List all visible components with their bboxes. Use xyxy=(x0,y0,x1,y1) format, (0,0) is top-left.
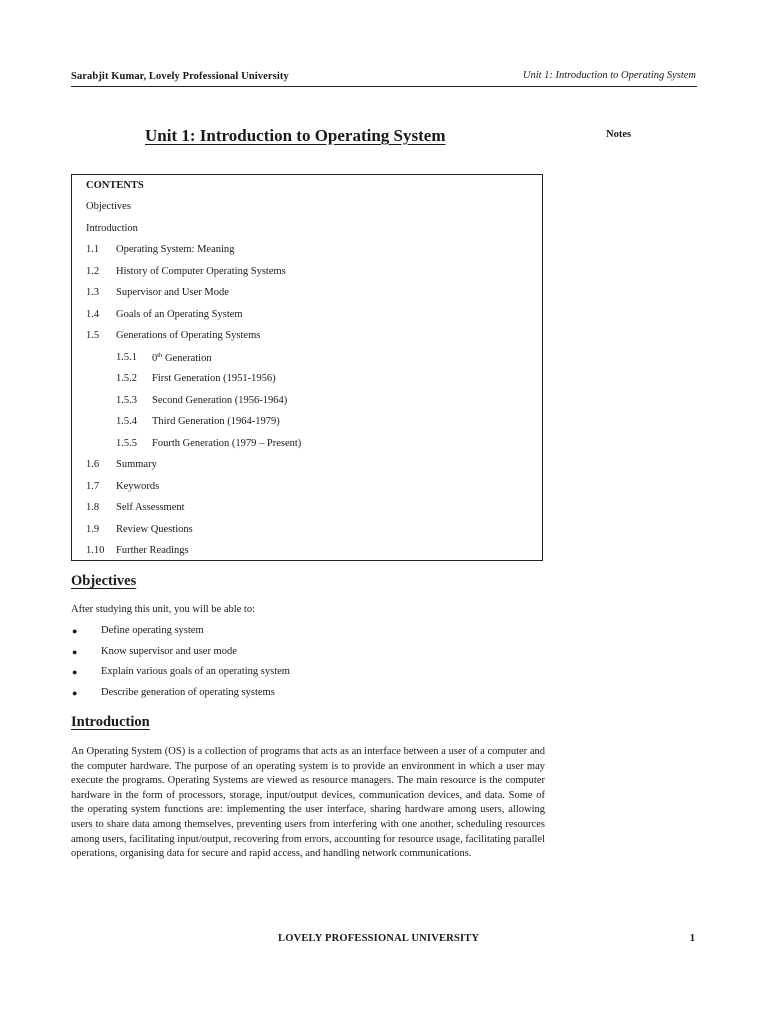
bullet-icon: ● xyxy=(72,646,78,657)
contents-item-number: 1.10 xyxy=(86,545,105,556)
contents-item-label xyxy=(152,352,212,364)
page-title: Unit 1: Introduction to Operating System xyxy=(145,126,446,145)
objectives-heading: Objectives xyxy=(71,573,137,589)
bullet-icon: ● xyxy=(72,687,78,698)
header-rule xyxy=(71,86,697,87)
contents-item-number: 1.5.4 xyxy=(116,416,137,427)
contents-item-number: 1.4 xyxy=(86,308,100,320)
contents-item-number: 1.3 xyxy=(86,287,100,298)
contents-item-number: 1.5 xyxy=(86,330,100,341)
contents-item-text: Supervisor and User Mode xyxy=(116,287,229,298)
contents-item-text: Fourth Generation (1979 – Present) xyxy=(152,437,302,449)
contents-item-text: Goals of an Operating System xyxy=(116,308,243,320)
objective-item: Know supervisor and user mode xyxy=(101,645,237,657)
contents-item-number: 1.5.1 xyxy=(116,351,137,363)
objectives-intro: After studying this unit, you will be able to: xyxy=(71,604,256,615)
contents-item-number: 1.5.3 xyxy=(116,394,137,406)
contents-item-text: Review Questions xyxy=(116,523,193,535)
contents-item-number: 1.1 xyxy=(86,244,100,255)
contents-item-text: Objectives xyxy=(86,201,131,212)
contents-item-ordinal: 0 xyxy=(152,352,158,364)
contents-item-text: Third Generation (1964-1979) xyxy=(152,416,280,427)
introduction-paragraph: An Operating System (OS) is a collection of programs that acts as an interface between a user of a computer and the computer hardware. The purpose of an operating system is to provide an environment in which a user may execute the programs. Operating Systems are viewed as resource managers. The main resource is the computer hardware in the form of processors, storage, input/output devices, communication devices, and data. Some of the operating system functions are: implementing the user interface, sharing hardware among users, allowing users to share data among themselves, preventing users from interfering with one another, scheduling resources among users, facilitating input/output, recovering from errors, accounting for resource usage, facilitating parallel operations, organising data for secure and rapid access, and handling network communications. xyxy=(71,746,545,860)
contents-item-text: Further Readings xyxy=(116,545,189,556)
margin-notes-label: Notes xyxy=(606,129,632,140)
footer-publisher: LOVELY PROFESSIONAL UNIVERSITY xyxy=(278,933,480,944)
contents-item-text: Operating System: Meaning xyxy=(116,244,235,255)
contents-item-text: Generation xyxy=(162,352,212,364)
contents-item-number: 1.9 xyxy=(86,523,100,535)
page-number: 1 xyxy=(689,933,695,944)
objective-item: Explain various goals of an operating system xyxy=(101,666,290,677)
contents-item-ordinal-suffix: th xyxy=(157,351,163,359)
contents-item-number: 1.5.5 xyxy=(116,437,137,449)
contents-item-text: Generations of Operating Systems xyxy=(116,330,261,341)
header-running-title: Unit 1: Introduction to Operating System xyxy=(522,70,696,81)
contents-item-text: First Generation (1951-1956) xyxy=(152,373,276,384)
header-author: Sarabjit Kumar, Lovely Professional University xyxy=(71,71,289,82)
contents-item-number: 1.2 xyxy=(86,265,100,277)
bullet-icon: ● xyxy=(72,667,78,677)
objective-item: Describe generation of operating systems xyxy=(101,686,275,698)
contents-item-text: History of Computer Operating Systems xyxy=(116,265,286,277)
contents-item-number: 1.8 xyxy=(86,502,100,513)
contents-item-number: 1.5.2 xyxy=(116,373,137,384)
contents-item-number: 1.6 xyxy=(86,459,100,470)
contents-item-number: 1.7 xyxy=(86,480,100,492)
objective-item: Define operating system xyxy=(101,625,204,636)
bullet-icon: ● xyxy=(72,626,78,636)
contents-item-text: Keywords xyxy=(116,480,160,492)
contents-item-text: Second Generation (1956-1964) xyxy=(152,394,288,406)
contents-heading: CONTENTS xyxy=(86,180,144,191)
contents-box xyxy=(71,174,543,561)
contents-item-text: Summary xyxy=(116,459,157,470)
introduction-heading: Introduction xyxy=(71,714,150,730)
contents-item-text: Self Assessment xyxy=(116,502,185,513)
contents-item-text: Introduction xyxy=(86,222,138,234)
